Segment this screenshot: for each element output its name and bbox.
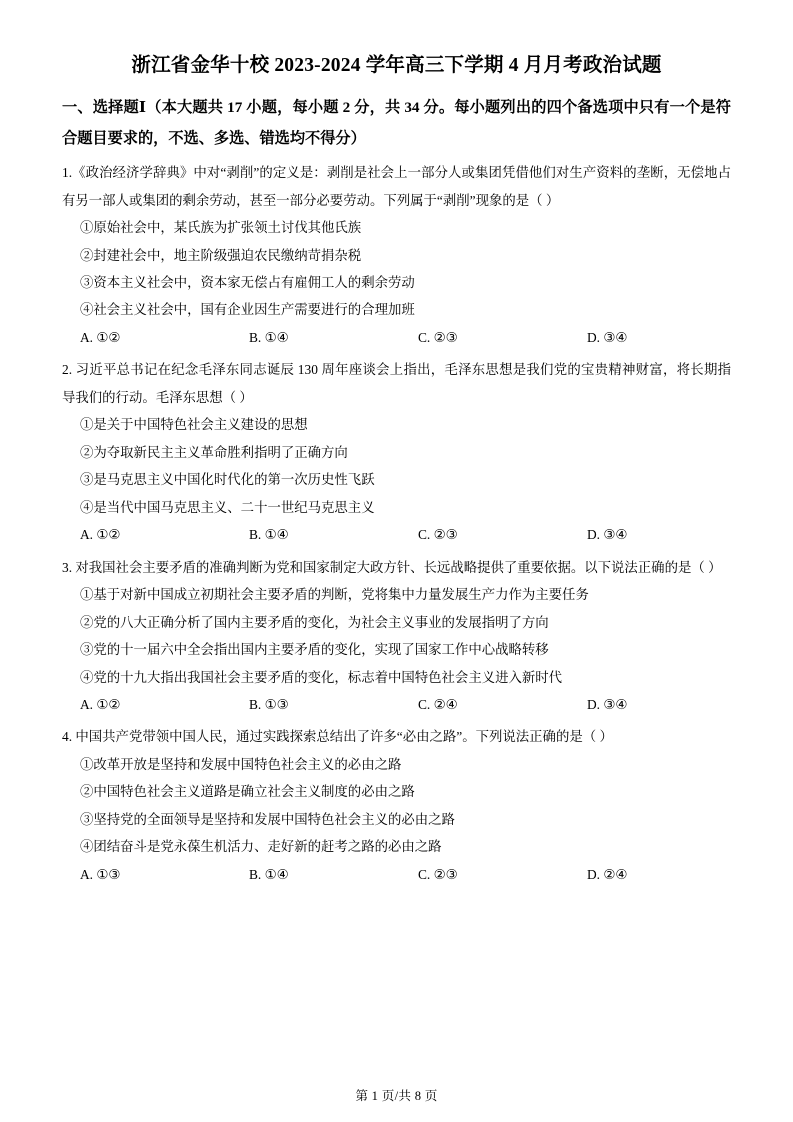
question-option-item: ③资本主义社会中，资本家无偿占有雇佣工人的剩余劳动 [80, 274, 415, 290]
question-option-item: ②封建社会中，地主阶级强迫农民缴纳苛捐杂税 [80, 247, 362, 263]
answer-choices [62, 324, 731, 351]
question-option-item: ④团结奋斗是党永葆生机活力、走好新的赶考之路的必由之路 [80, 839, 442, 855]
answer-choices [62, 861, 731, 888]
answer-choices [62, 521, 731, 548]
answer-choice-d[interactable]: D. ②④ [587, 866, 628, 882]
answer-choice-a[interactable]: A. ①② [80, 697, 121, 713]
answer-choice-b[interactable]: B. ①③ [249, 697, 289, 713]
answer-choice-c[interactable]: C. ②③ [418, 329, 458, 345]
question-option-item: ③是马克思主义中国化时代化的第一次历史性飞跃 [80, 472, 375, 488]
answer-choice-c[interactable]: C. ②④ [418, 697, 458, 713]
answer-choice-a[interactable]: A. ①② [80, 329, 121, 345]
question-option-item: ①改革开放是坚持和发展中国特色社会主义的必由之路 [80, 756, 402, 772]
answer-choice-a[interactable]: A. ①③ [80, 866, 121, 882]
question-block [62, 356, 731, 548]
question-option-item: ①是关于中国特色社会主义建设的思想 [80, 417, 308, 433]
question-option-item: ④是当代中国马克思主义、二十一世纪马克思主义 [80, 499, 375, 515]
question-stem: 4. 中国共产党带领中国人民，通过实践探索总结出了许多“必由之路”。下列说法正确的是（ ） [62, 729, 613, 745]
question-option-item: ②党的八大正确分析了国内主要矛盾的变化，为社会主义事业的发展指明了方向 [80, 614, 549, 630]
answer-choice-b[interactable]: B. ①④ [249, 527, 289, 543]
answer-choice-d[interactable]: D. ③④ [587, 527, 628, 543]
answer-choice-a[interactable]: A. ①② [80, 527, 121, 543]
answer-choice-b[interactable]: B. ①④ [249, 866, 289, 882]
question-option-item: ③坚持党的全面领导是坚持和发展中国特色社会主义的必由之路 [80, 811, 455, 827]
question-block [62, 159, 731, 351]
question-option-item: ④党的十九大指出我国社会主要矛盾的变化，标志着中国特色社会主义进入新时代 [80, 669, 563, 685]
question-option-item: ①基于对新中国成立初期社会主要矛盾的判断，党将集中力量发展生产力作为主要任务 [80, 587, 589, 603]
question-option-item: ②为夺取新民主主义革命胜利指明了正确方向 [80, 444, 348, 460]
question-block [62, 723, 731, 888]
question-block [62, 554, 731, 719]
answer-choice-b[interactable]: B. ①④ [249, 329, 289, 345]
question-option-item: ②中国特色社会主义道路是确立社会主义制度的必由之路 [80, 784, 415, 800]
question-option-item: ①原始社会中，某氏族为扩张领土讨伐其他氏族 [80, 220, 362, 236]
question-stem: 1.《政治经济学辞典》中对“剥削”的定义是：剥削是社会上一部分人或集团凭借他们对生产资料的垄断，无偿地占有另一部人或集团的剩余劳动，甚至一部分必要劳动。下列属于“剥削”现象的是（ ） [62, 165, 731, 208]
question-stem: 3. 对我国社会主要矛盾的准确判断为党和国家制定大政方针、长远战略提供了重要依据。以下说法正确的是（ ） [62, 559, 722, 575]
page-title: 浙江省金华十校 2023-2024 学年高三下学期 4 月月考政治试题 [131, 55, 662, 76]
question-option-item: ④社会主义社会中，国有企业因生产需要进行的合理加班 [80, 302, 415, 318]
page-footer: 第 1 页/共 8 页 [355, 1089, 438, 1103]
question-stem: 2. 习近平总书记在纪念毛泽东同志诞辰 130 周年座谈会上指出，毛泽东思想是我们党的宝贵精神财富，将长期指导我们的行动。毛泽东思想（ ） [62, 362, 731, 405]
answer-choice-d[interactable]: D. ③④ [587, 697, 628, 713]
answer-choices [62, 691, 731, 718]
answer-choice-c[interactable]: C. ②③ [418, 866, 458, 882]
answer-choice-d[interactable]: D. ③④ [587, 329, 628, 345]
answer-choice-c[interactable]: C. ②③ [418, 527, 458, 543]
question-option-item: ③党的十一届六中全会指出国内主要矛盾的变化，实现了国家工作中心战略转移 [80, 642, 549, 658]
section-heading: 一、选择题Ⅰ（本大题共 17 小题，每小题 2 分，共 34 分。每小题列出的四个备选项中只有一个是符合题目要求的，不选、多选、错选均不得分） [62, 99, 731, 147]
